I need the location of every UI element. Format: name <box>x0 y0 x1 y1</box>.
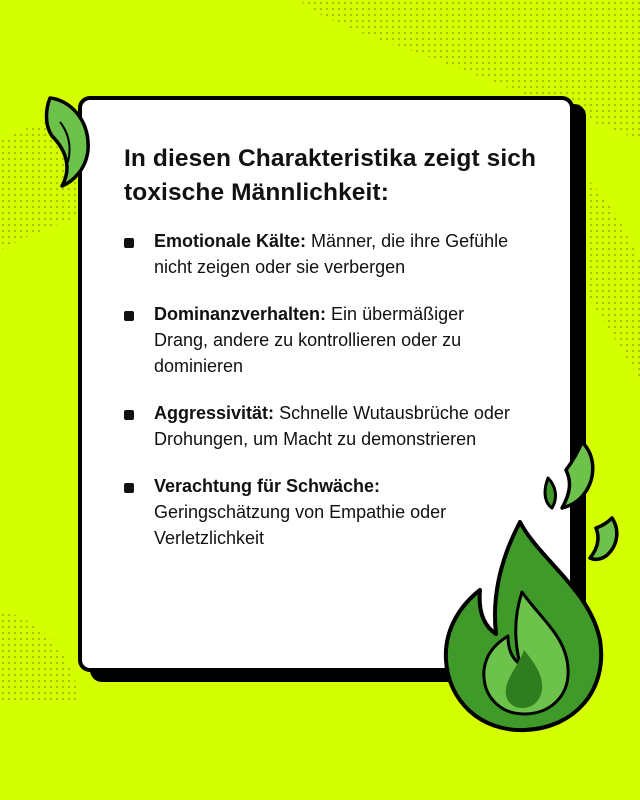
item-description: Geringschätzung von Empathie oder Verletzlichkeit <box>154 502 447 548</box>
item-term: Dominanzverhalten: <box>154 304 327 324</box>
list-item <box>124 228 540 280</box>
dot-band-bottom-left <box>0 610 80 700</box>
list-item <box>124 473 540 551</box>
item-term: Verachtung für Schwäche: <box>154 476 381 496</box>
item-description: Männer, die ihre Gefühle nicht zeigen oder sie verbergen <box>154 231 509 277</box>
item-description: Ein übermäßiger Drang, andere zu kontrollieren oder zu dominieren <box>154 304 465 376</box>
bullet-icon <box>124 483 134 493</box>
bullet-icon <box>124 410 134 420</box>
item-term: Emotionale Kälte: <box>154 231 307 251</box>
list-item <box>124 400 540 452</box>
bullet-icon <box>124 238 134 248</box>
list-item <box>124 301 540 379</box>
card-title: In diesen Charakteristika zeigt sich toxische Männlichkeit: <box>124 145 537 206</box>
info-card <box>78 96 574 672</box>
item-description: Schnelle Wutausbrüche oder Drohungen, um Macht zu demonstrieren <box>154 403 510 449</box>
characteristics-list <box>124 228 540 551</box>
bullet-icon <box>124 311 134 321</box>
item-term: Aggressivität: <box>154 403 275 423</box>
